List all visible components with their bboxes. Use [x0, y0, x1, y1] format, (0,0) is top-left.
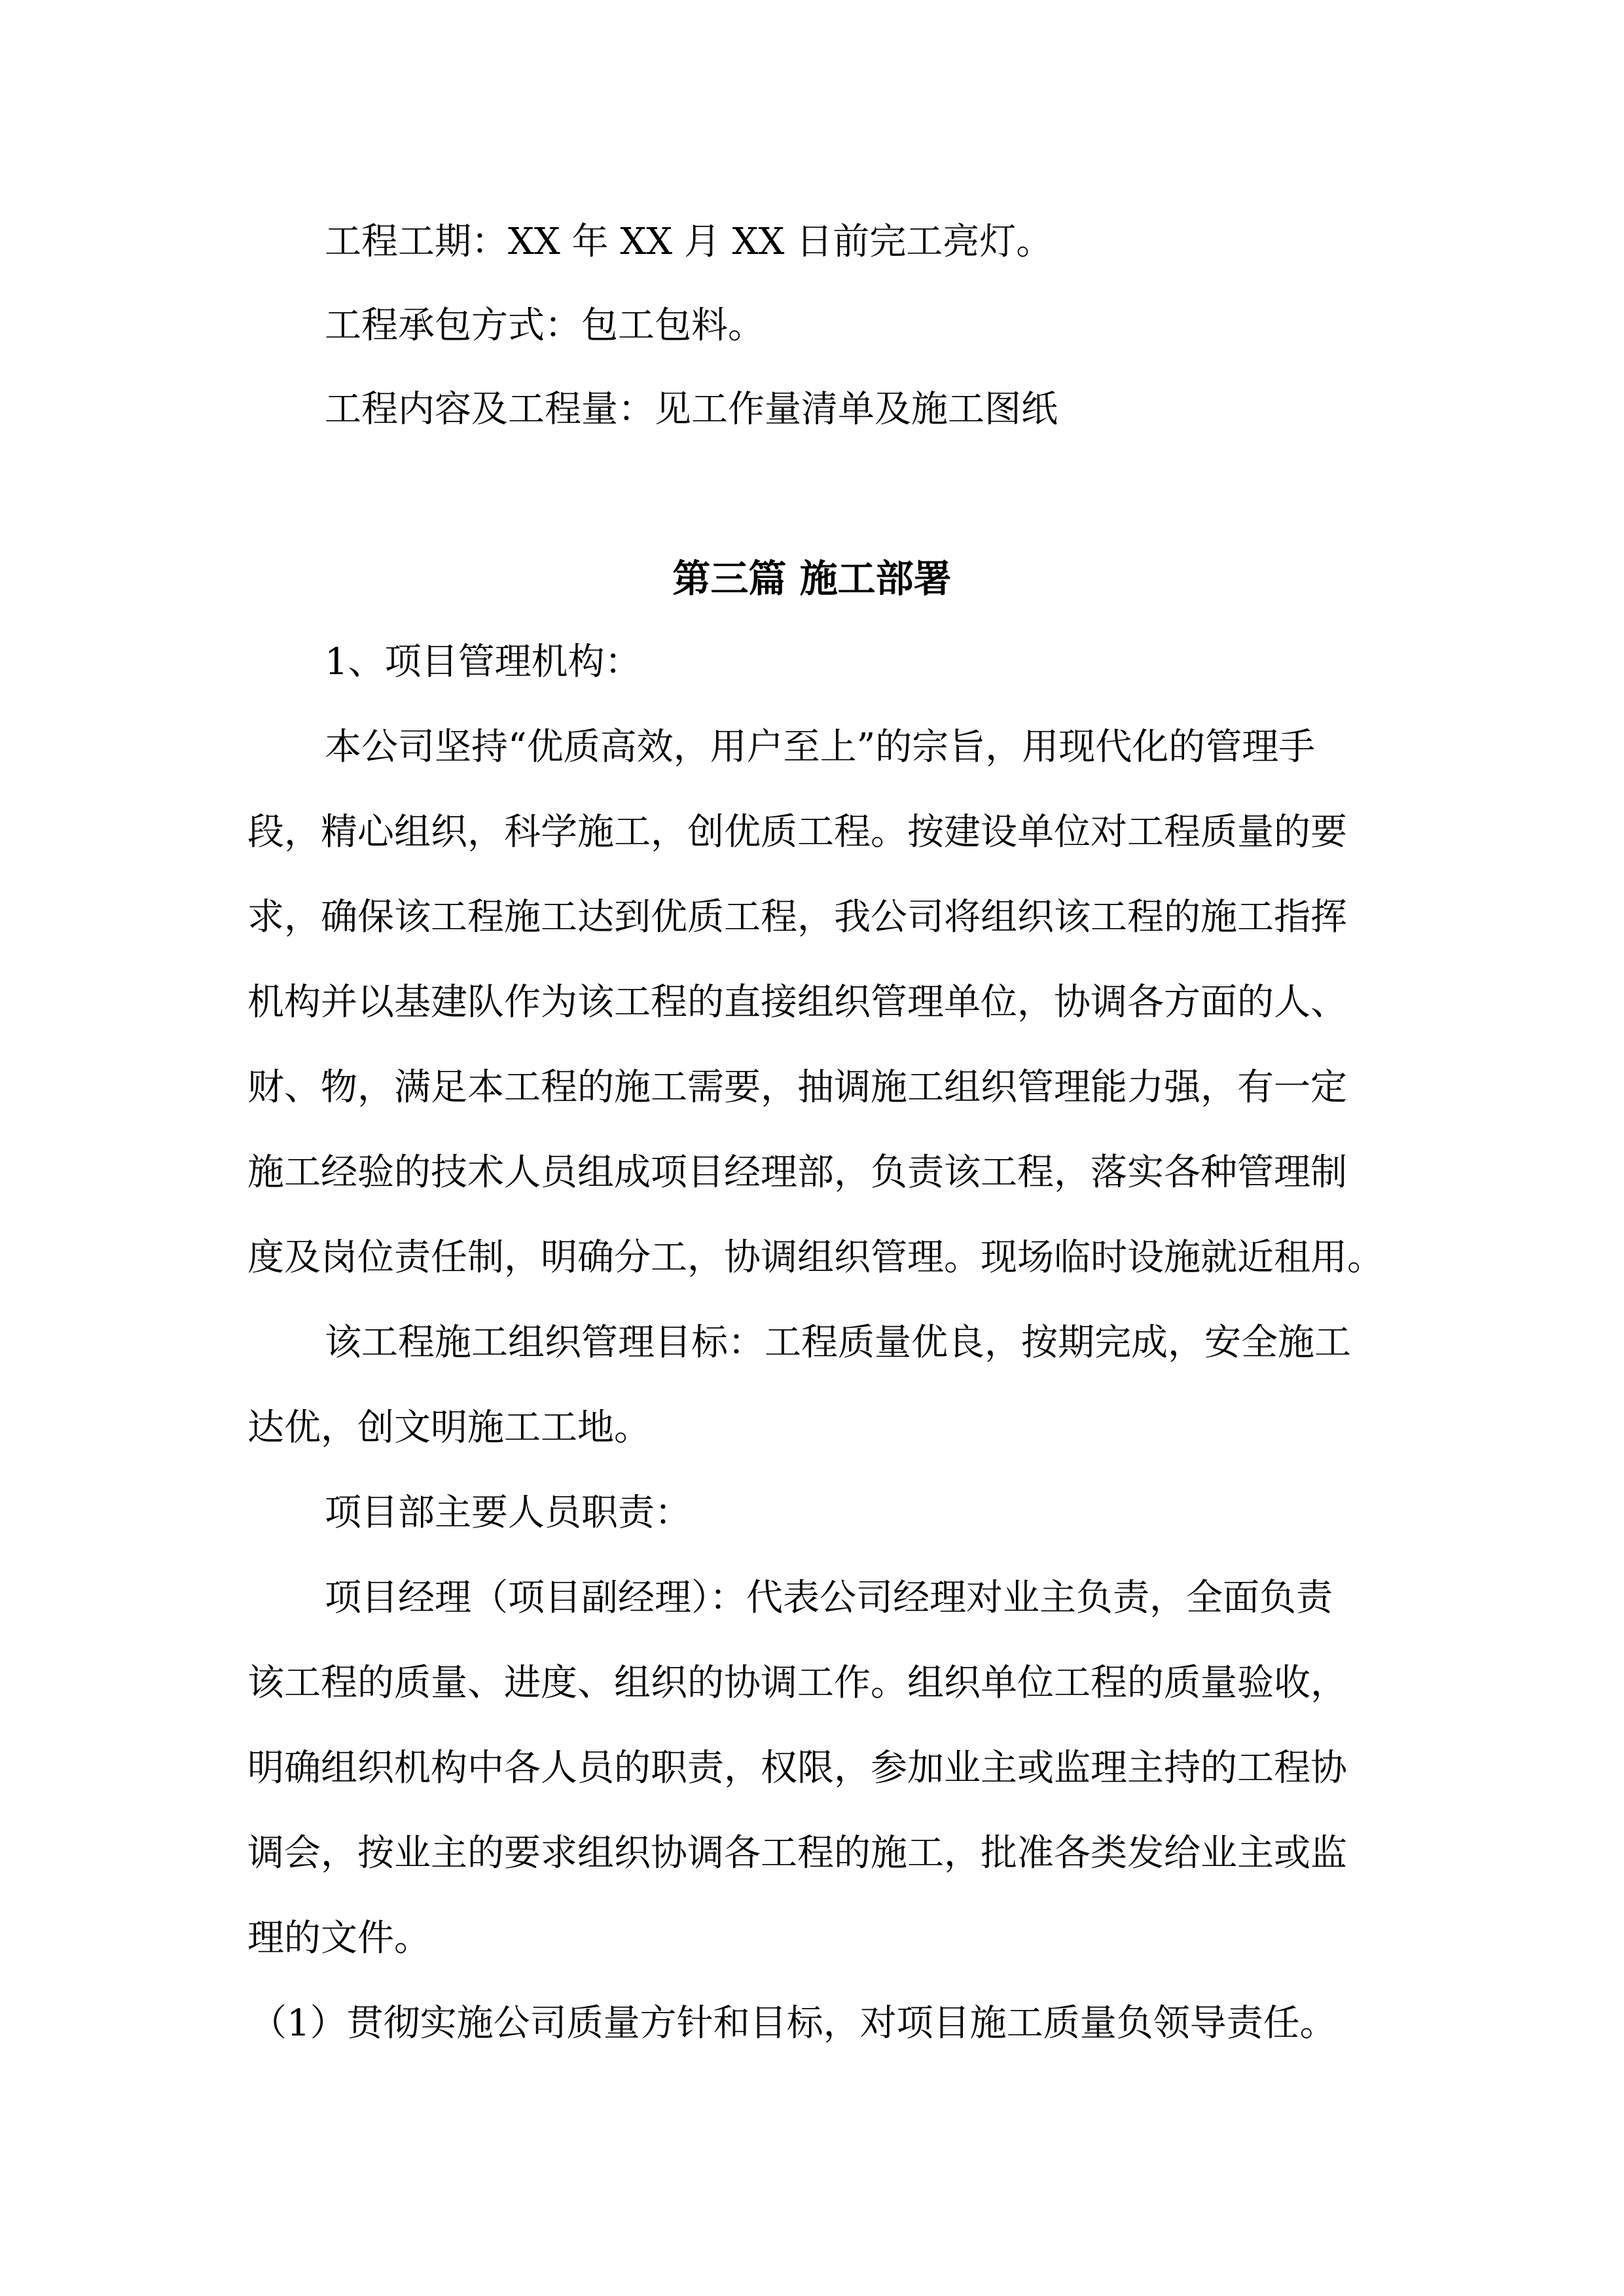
- subsection-title: 1、项目管理机构：: [325, 641, 641, 683]
- paragraph-1-line: 段，精心组织，科学施工，创优质工程。按建设单位对工程质量的要: [247, 811, 1347, 853]
- list-item: （1）贯彻实施公司质量方针和目标，对项目施工质量负领导责任。: [250, 2002, 1337, 2045]
- section-title: 第三篇 施工部署: [672, 556, 952, 601]
- paragraph-3-line: 理的文件。: [247, 1917, 431, 1960]
- staff-duties-title: 项目部主要人员职责：: [325, 1492, 691, 1534]
- paragraph-1-line: 本公司坚持“优质高效，用户至上”的宗旨，用现代化的管理手: [325, 726, 1316, 768]
- paragraph-2-line: 该工程施工组织管理目标：工程质量优良，按期完成，安全施工: [325, 1321, 1351, 1364]
- paragraph-1-line: 施工经验的技术人员组成项目经理部，负责该工程，落实各种管理制: [247, 1151, 1347, 1194]
- paragraph-3-line: 调会，按业主的要求组织协调各工程的施工，批准各类发给业主或监: [247, 1832, 1347, 1874]
- contract-mode-line: 工程承包方式：包工包料。: [325, 304, 765, 347]
- paragraph-3-line: 明确组织机构中各人员的职责，权限，参加业主或监理主持的工程协: [247, 1747, 1347, 1789]
- schedule-line: 工程工期：XX 年 XX 月 XX 日前完工亮灯。: [325, 221, 1053, 263]
- paragraph-1-line: 度及岗位责任制，明确分工，协调组织管理。现场临时设施就近租用。: [247, 1236, 1384, 1279]
- paragraph-2-line: 达优，创文明施工工地。: [247, 1407, 651, 1449]
- paragraph-1-line: 财、物，满足本工程的施工需要，抽调施工组织管理能力强，有一定: [247, 1066, 1347, 1109]
- content-scope-line: 工程内容及工程量：见工作量清单及施工图纸: [325, 388, 1058, 431]
- paragraph-1-line: 机构并以基建队作为该工程的直接组织管理单位，协调各方面的人、: [247, 981, 1347, 1024]
- paragraph-3-line: 该工程的质量、进度、组织的协调工作。组织单位工程的质量验收，: [247, 1662, 1347, 1704]
- paragraph-1-line: 求，确保该工程施工达到优质工程，我公司将组织该工程的施工指挥: [247, 896, 1347, 939]
- paragraph-3-line: 项目经理（项目副经理）：代表公司经理对业主负责，全面负责: [325, 1577, 1333, 1619]
